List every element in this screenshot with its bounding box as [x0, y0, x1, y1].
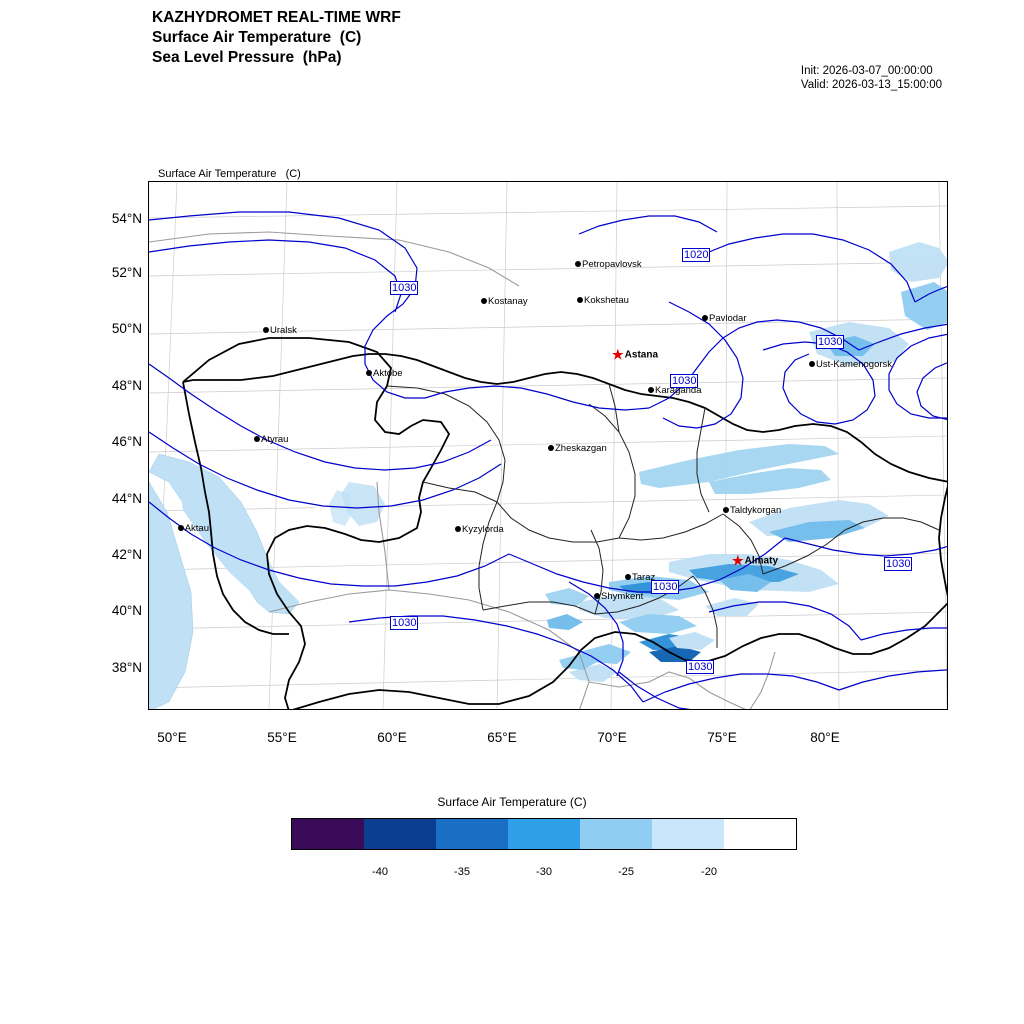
lat-tick: 54°N	[111, 211, 142, 226]
city-dot	[648, 387, 654, 393]
city-dot	[366, 370, 372, 376]
capital-marker-almaty[interactable]	[732, 553, 778, 569]
colorbar-segment	[508, 819, 580, 849]
page-title	[152, 8, 401, 68]
city-marker[interactable]	[254, 434, 288, 445]
isobar-label: 1030	[886, 558, 911, 570]
city-marker[interactable]	[148, 523, 209, 534]
lon-tick: 80°E	[810, 730, 840, 745]
city-marker[interactable]	[702, 313, 747, 324]
colorbar-tick: -25	[618, 866, 634, 878]
map-subtitle-line-1: Surface Air Temperature (C)	[158, 168, 301, 180]
city-dot	[809, 361, 815, 367]
lat-tick: 48°N	[111, 378, 142, 393]
city-dot	[481, 298, 487, 304]
colorbar-segment	[292, 819, 364, 849]
city-dot	[254, 436, 260, 442]
city-label: Shymkent	[601, 591, 644, 602]
city-dot	[702, 315, 708, 321]
colorbar-title: Surface Air Temperature (C)	[437, 795, 587, 809]
colorbar-ticks	[291, 866, 797, 882]
isobar-label: 1020	[684, 249, 709, 261]
city-dot	[723, 507, 729, 513]
lat-tick: 50°N	[111, 321, 142, 336]
city-label: Taraz	[632, 572, 656, 583]
lat-tick: 52°N	[111, 265, 142, 280]
city-dot	[178, 525, 184, 531]
isobar-label: 1030	[818, 336, 843, 348]
lon-tick: 55°E	[267, 730, 297, 745]
city-label: Aktobe	[373, 368, 403, 379]
city-label: Atyrau	[261, 434, 289, 445]
weather-map[interactable]	[148, 181, 948, 710]
lat-tick: 42°N	[111, 547, 142, 562]
city-label: Karaganda	[655, 385, 702, 396]
isobar-label: 1030	[688, 661, 713, 673]
lon-tick: 75°E	[707, 730, 737, 745]
city-label: Ust-Kamenogorsk	[816, 359, 893, 370]
colorbar-tick: -20	[701, 866, 717, 878]
title-line-2: Surface Air Temperature (C)	[152, 29, 362, 46]
colorbar-tick: -35	[454, 866, 470, 878]
isobar-label: 1030	[392, 617, 417, 629]
city-marker[interactable]	[809, 359, 892, 370]
city-label: Kyzylorda	[462, 524, 504, 535]
init-time: Init: 2026-03-07_00:00:00	[800, 65, 933, 77]
city-marker[interactable]	[594, 591, 643, 602]
colorbar	[291, 818, 797, 850]
lat-tick: 38°N	[111, 660, 142, 675]
capital-marker-astana[interactable]	[612, 347, 658, 363]
city-label: Uralsk	[270, 325, 297, 336]
lat-tick: 46°N	[111, 434, 142, 449]
colorbar-tick: -40	[372, 866, 388, 878]
capital-label: Astana	[624, 349, 659, 361]
city-marker[interactable]	[548, 443, 607, 454]
city-marker[interactable]	[366, 368, 403, 379]
lon-tick: 65°E	[487, 730, 517, 745]
city-marker[interactable]	[625, 572, 655, 583]
lon-tick: 70°E	[597, 730, 627, 745]
isobar-label: 1030	[672, 375, 697, 387]
city-label: Petropavlovsk	[582, 259, 642, 270]
colorbar-segment	[652, 819, 724, 849]
city-marker[interactable]	[263, 325, 297, 336]
valid-time: Valid: 2026-03-13_15:00:00	[800, 79, 942, 91]
colorbar-tick: -30	[536, 866, 552, 878]
colorbar-segment	[580, 819, 652, 849]
city-label: Kokshetau	[584, 295, 629, 306]
city-dot	[577, 297, 583, 303]
city-label: Pavlodar	[709, 313, 747, 324]
colorbar-segment	[364, 819, 436, 849]
city-marker[interactable]	[575, 259, 642, 270]
city-dot	[548, 445, 554, 451]
city-marker[interactable]	[648, 385, 701, 396]
city-label: Zheskazgan	[555, 443, 607, 454]
city-dot	[594, 593, 600, 599]
capital-label: Almaty	[744, 555, 779, 567]
colorbar-segment	[436, 819, 508, 849]
city-label: Aktau	[184, 523, 209, 534]
star-icon: ★	[732, 553, 744, 568]
city-label: Taldykorgan	[730, 505, 782, 516]
isobars	[149, 212, 948, 710]
city-dot	[625, 574, 631, 580]
city-dot	[263, 327, 269, 333]
lat-tick: 40°N	[111, 603, 142, 618]
run-time-info	[801, 64, 942, 92]
lon-tick: 60°E	[377, 730, 407, 745]
lat-tick: 44°N	[111, 491, 142, 506]
city-dot	[575, 261, 581, 267]
title-line-3: Sea Level Pressure (hPa)	[152, 49, 342, 66]
city-dot	[455, 526, 461, 532]
title-line-1: KAZHYDROMET REAL-TIME WRF	[152, 9, 401, 26]
city-marker[interactable]	[455, 524, 504, 535]
isobar-label: 1030	[392, 282, 417, 294]
city-marker[interactable]	[481, 296, 528, 307]
city-marker[interactable]	[723, 505, 781, 516]
city-marker[interactable]	[577, 295, 629, 306]
isobar-label: 1030	[653, 581, 678, 593]
colorbar-segment	[724, 819, 796, 849]
star-icon: ★	[612, 347, 624, 362]
lon-tick: 50°E	[157, 730, 187, 745]
city-label: Kostanay	[488, 296, 528, 307]
